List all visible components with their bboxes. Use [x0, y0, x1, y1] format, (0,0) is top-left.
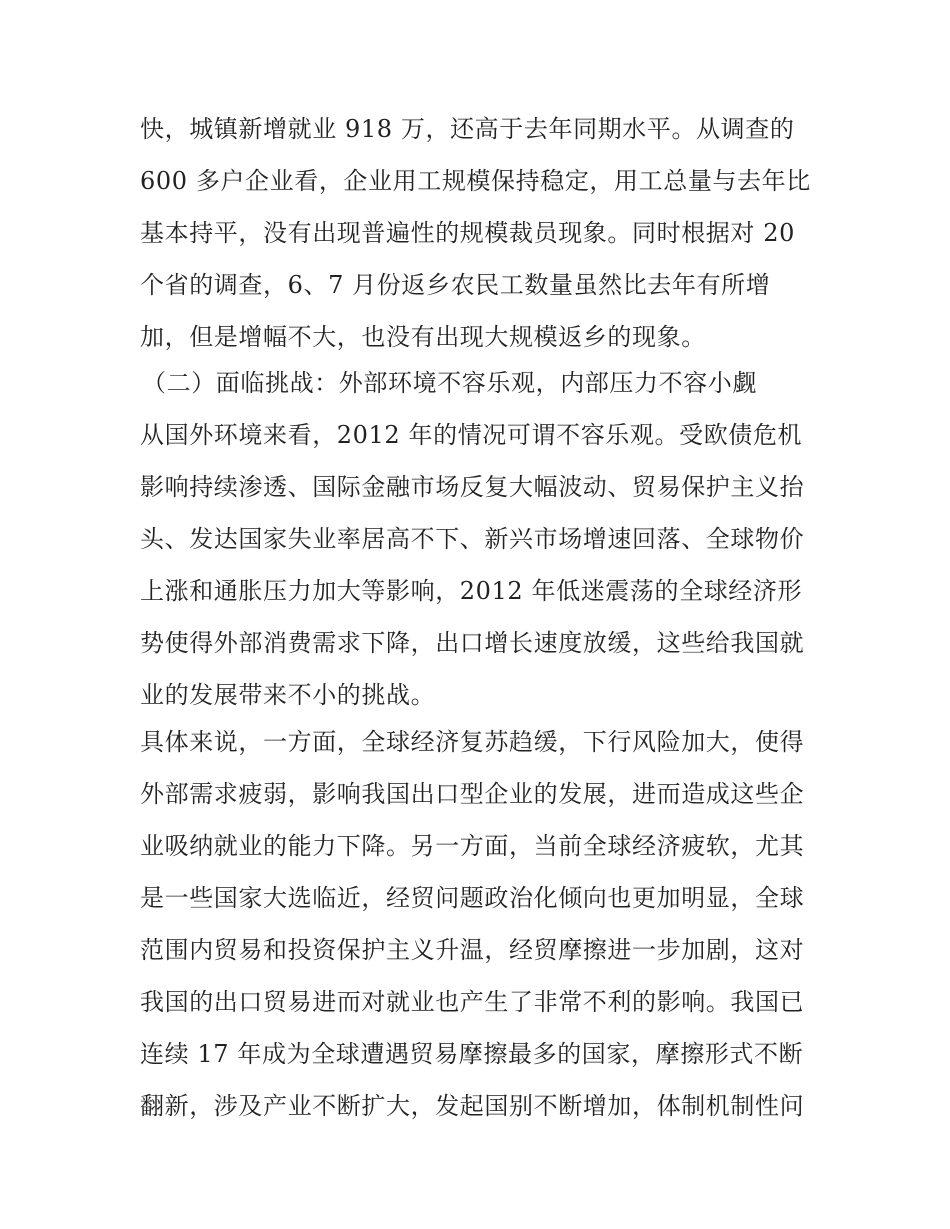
text-line: 从国外环境来看，2012 年的情况可谓不容乐观。受欧债危机 [140, 421, 803, 449]
text-line: 影响持续渗透、国际金融市场反复大幅波动、贸易保护主义抬 [140, 473, 805, 501]
text-line: 个省的调查，6、7 月份返乡农民工数量虽然比去年有所增 [140, 271, 771, 299]
text-line: 我国的出口贸易进而对就业也产生了非常不利的影响。我国已 [140, 988, 805, 1016]
text-line: 业的发展带来不小的挑战。 [140, 681, 436, 709]
text-line: 连续 17 年成为全球遭遇贸易摩擦最多的国家，摩擦形式不断 [140, 1040, 804, 1068]
text-line: 上涨和通胀压力加大等影响，2012 年低迷震荡的全球经济形 [140, 577, 803, 605]
text-line: 外部需求疲弱，影响我国出口型企业的发展，进而造成这些企 [140, 780, 805, 808]
text-line: 范围内贸易和投资保护主义升温，经贸摩擦进一步加剧，这对 [140, 936, 805, 964]
text-line: 具体来说，一方面，全球经济复苏趋缓，下行风险加大，使得 [140, 728, 805, 756]
text-line: 翻新，涉及产业不断扩大，发起国别不断增加，体制机制性问 [140, 1092, 805, 1120]
text-line: 势使得外部消费需求下降，出口增长速度放缓，这些给我国就 [140, 629, 805, 657]
text-line: 基本持平，没有出现普遍性的规模裁员现象。同时根据对 20 [140, 219, 795, 247]
text-line: 是一些国家大选临近，经贸问题政治化倾向也更加明显，全球 [140, 884, 805, 912]
text-line: 头、发达国家失业率居高不下、新兴市场增速回落、全球物价 [140, 525, 805, 553]
text-line: 业吸纳就业的能力下降。另一方面，当前全球经济疲软，尤其 [140, 832, 805, 860]
text-line: 600 多户企业看，企业用工规模保持稳定，用工总量与去年比 [140, 167, 811, 195]
section-heading: （二）面临挑战：外部环境不容乐观，内部压力不容小觑 [142, 369, 757, 397]
text-line: 快，城镇新增就业 918 万，还高于去年同期水平。从调查的 [140, 115, 795, 143]
text-line: 加，但是增幅不大，也没有出现大规模返乡的现象。 [140, 323, 706, 351]
